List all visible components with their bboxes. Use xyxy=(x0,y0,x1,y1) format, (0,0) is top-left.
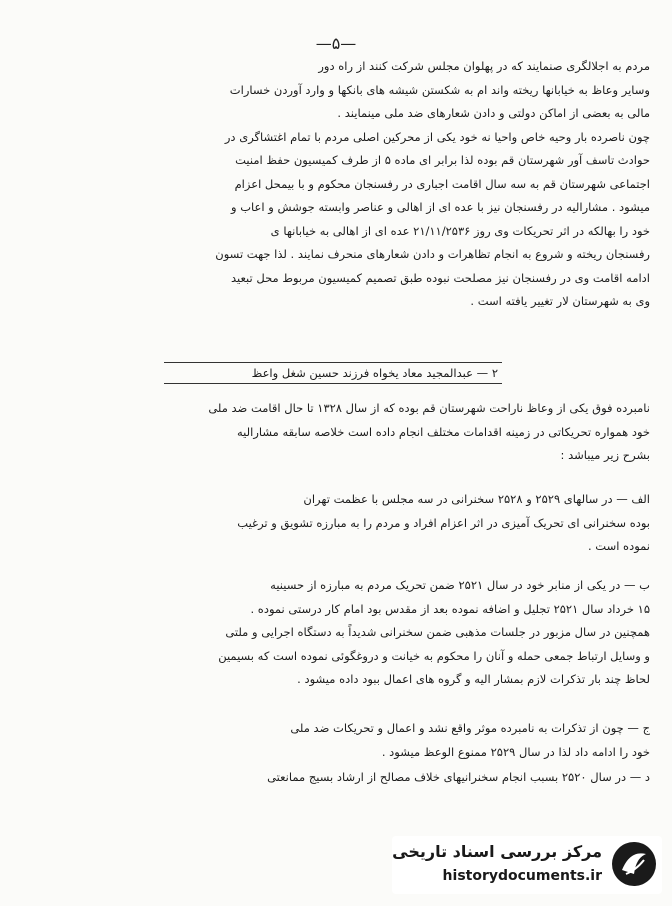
text-line: وی به شهرستان لار تغییر یافته است . xyxy=(470,294,650,308)
archive-emblem-icon xyxy=(610,840,658,888)
text-line: لحاظ چند بار تذکرات لازم بمشار الیه و گروه های اعمال ببود داده میشود . xyxy=(297,672,650,686)
text-line: رفسنجان ریخته و شروع به انجام تظاهرات و دادن شعارهای منحرف نمایند . لذا جهت تسون xyxy=(215,247,650,261)
paragraph-4 xyxy=(40,574,650,692)
text-line: ادامه اقامت وی در رفسنجان نیز مصلحت نبوده طبق تصمیم کمیسیون مربوط محل تبعید xyxy=(231,270,650,285)
archive-url: historydocuments.ir xyxy=(442,868,602,884)
text-line: همچنین در سال مزبور در جلسات مذهبی ضمن سخنرانی شدیداً به دستگاه اجرایی و ملتی xyxy=(225,625,650,639)
text-line: نامبرده فوق یکی از وعاظ ناراحت شهرستان قم بوده که از سال ۱۳۲۸ تا حال اقامت ضد ملی xyxy=(208,401,650,415)
text-line: خود همواره تحریکاتی در زمینه اقدامات مختلف انجام داده است خلاصه سابقه مشارالیه xyxy=(236,424,650,439)
text-line: مالی به بعضی از اماکن دولتی و دادن شعارهای ضد ملی مینمایند . xyxy=(337,106,650,120)
section-heading: ۲ — عبدالمجید معاد یخواه فرزند حسین شغل واعظ xyxy=(164,362,502,384)
text-line: و وسایل ارتباط جمعی حمله و آنان را محکوم به خیانت و دروغگوئی نموده است که بسیمین xyxy=(218,648,650,663)
text-line: حوادث تاسف آور شهرستان قم بوده لذا برابر ای ماده ۵ از طرف کمیسیون حفظ امنیت xyxy=(235,153,650,167)
text-line: خود را ادامه داد لذا در سال ۲۵۲۹ ممنوع الوعظ میشود . xyxy=(381,744,650,759)
text-line: ۱۵ خرداد سال ۲۵۲۱ تجلیل و اضافه نموده بعد از مقدس بود امام کار درستی نموده . xyxy=(250,601,650,616)
text-line: وسایر وعاظ به خیابانها ریخته واند ام به شکستن شیشه های بانکها و وارد آوردن خسارات xyxy=(229,82,650,97)
text-line: خود را بهالکه در اثر تحریکات وی روز ۲۱/۱۱/۲۵۳۶ عده ای از اهالی به خیابانها ی xyxy=(270,223,650,238)
text-line: اجتماعی شهرستان قم به سه سال اقامت اجباری در رفسنجان محکوم و با بیمحل اعزام xyxy=(234,176,650,191)
text-line: چون ناصرده بار وحیه خاص واحیا نه خود یکی از محرکین اصلی مردم با تمام اغتشاگری در xyxy=(224,129,650,144)
paragraph-5 xyxy=(40,717,650,764)
paragraph-6 xyxy=(40,766,650,790)
paragraph-3 xyxy=(40,488,650,559)
text-line: الف — در سالهای ۲۵۲۹ و ۲۵۲۸ سخنرانی در سه مجلس با عظمت تهران xyxy=(303,492,650,506)
text-line: مردم به اجلالگری صنمایند که در پهلوان مجلس شرکت کنند از راه دور xyxy=(318,59,650,73)
archive-title: مرکز بررسی اسناد تاریخی xyxy=(392,842,602,861)
text-line: نموده است . xyxy=(587,539,650,553)
text-line: د — در سال ۲۵۲۰ بسبب انجام سخنرانیهای خلاف مصالح از ارشاد بسیج ممانعتی xyxy=(267,770,650,784)
paragraph-2 xyxy=(40,397,650,468)
text-line: بوده سخنرانی ای تحریک آمیزی در اثر اعزام افراد و مردم را به مبارزه تشویق و ترغیب xyxy=(237,515,650,530)
text-line: ب — در یکی از منابر خود در سال ۲۵۲۱ ضمن تحریک مردم به مبارزه از حسینیه xyxy=(270,578,650,592)
page-number: —۵— xyxy=(315,34,357,53)
paragraph-1 xyxy=(40,55,650,314)
text-line: ج — چون از تذکرات به نامبرده موثر واقع نشد و اعمال و تحریکات ضد ملی xyxy=(290,721,650,735)
text-line: میشود . مشارالیه در رفسنجان نیز با عده ای از اهالی و عناصر وابسته جوشش و اعاب و xyxy=(230,200,650,214)
archive-logo xyxy=(392,836,662,894)
text-line: بشرح زیر میباشد : xyxy=(560,448,650,462)
